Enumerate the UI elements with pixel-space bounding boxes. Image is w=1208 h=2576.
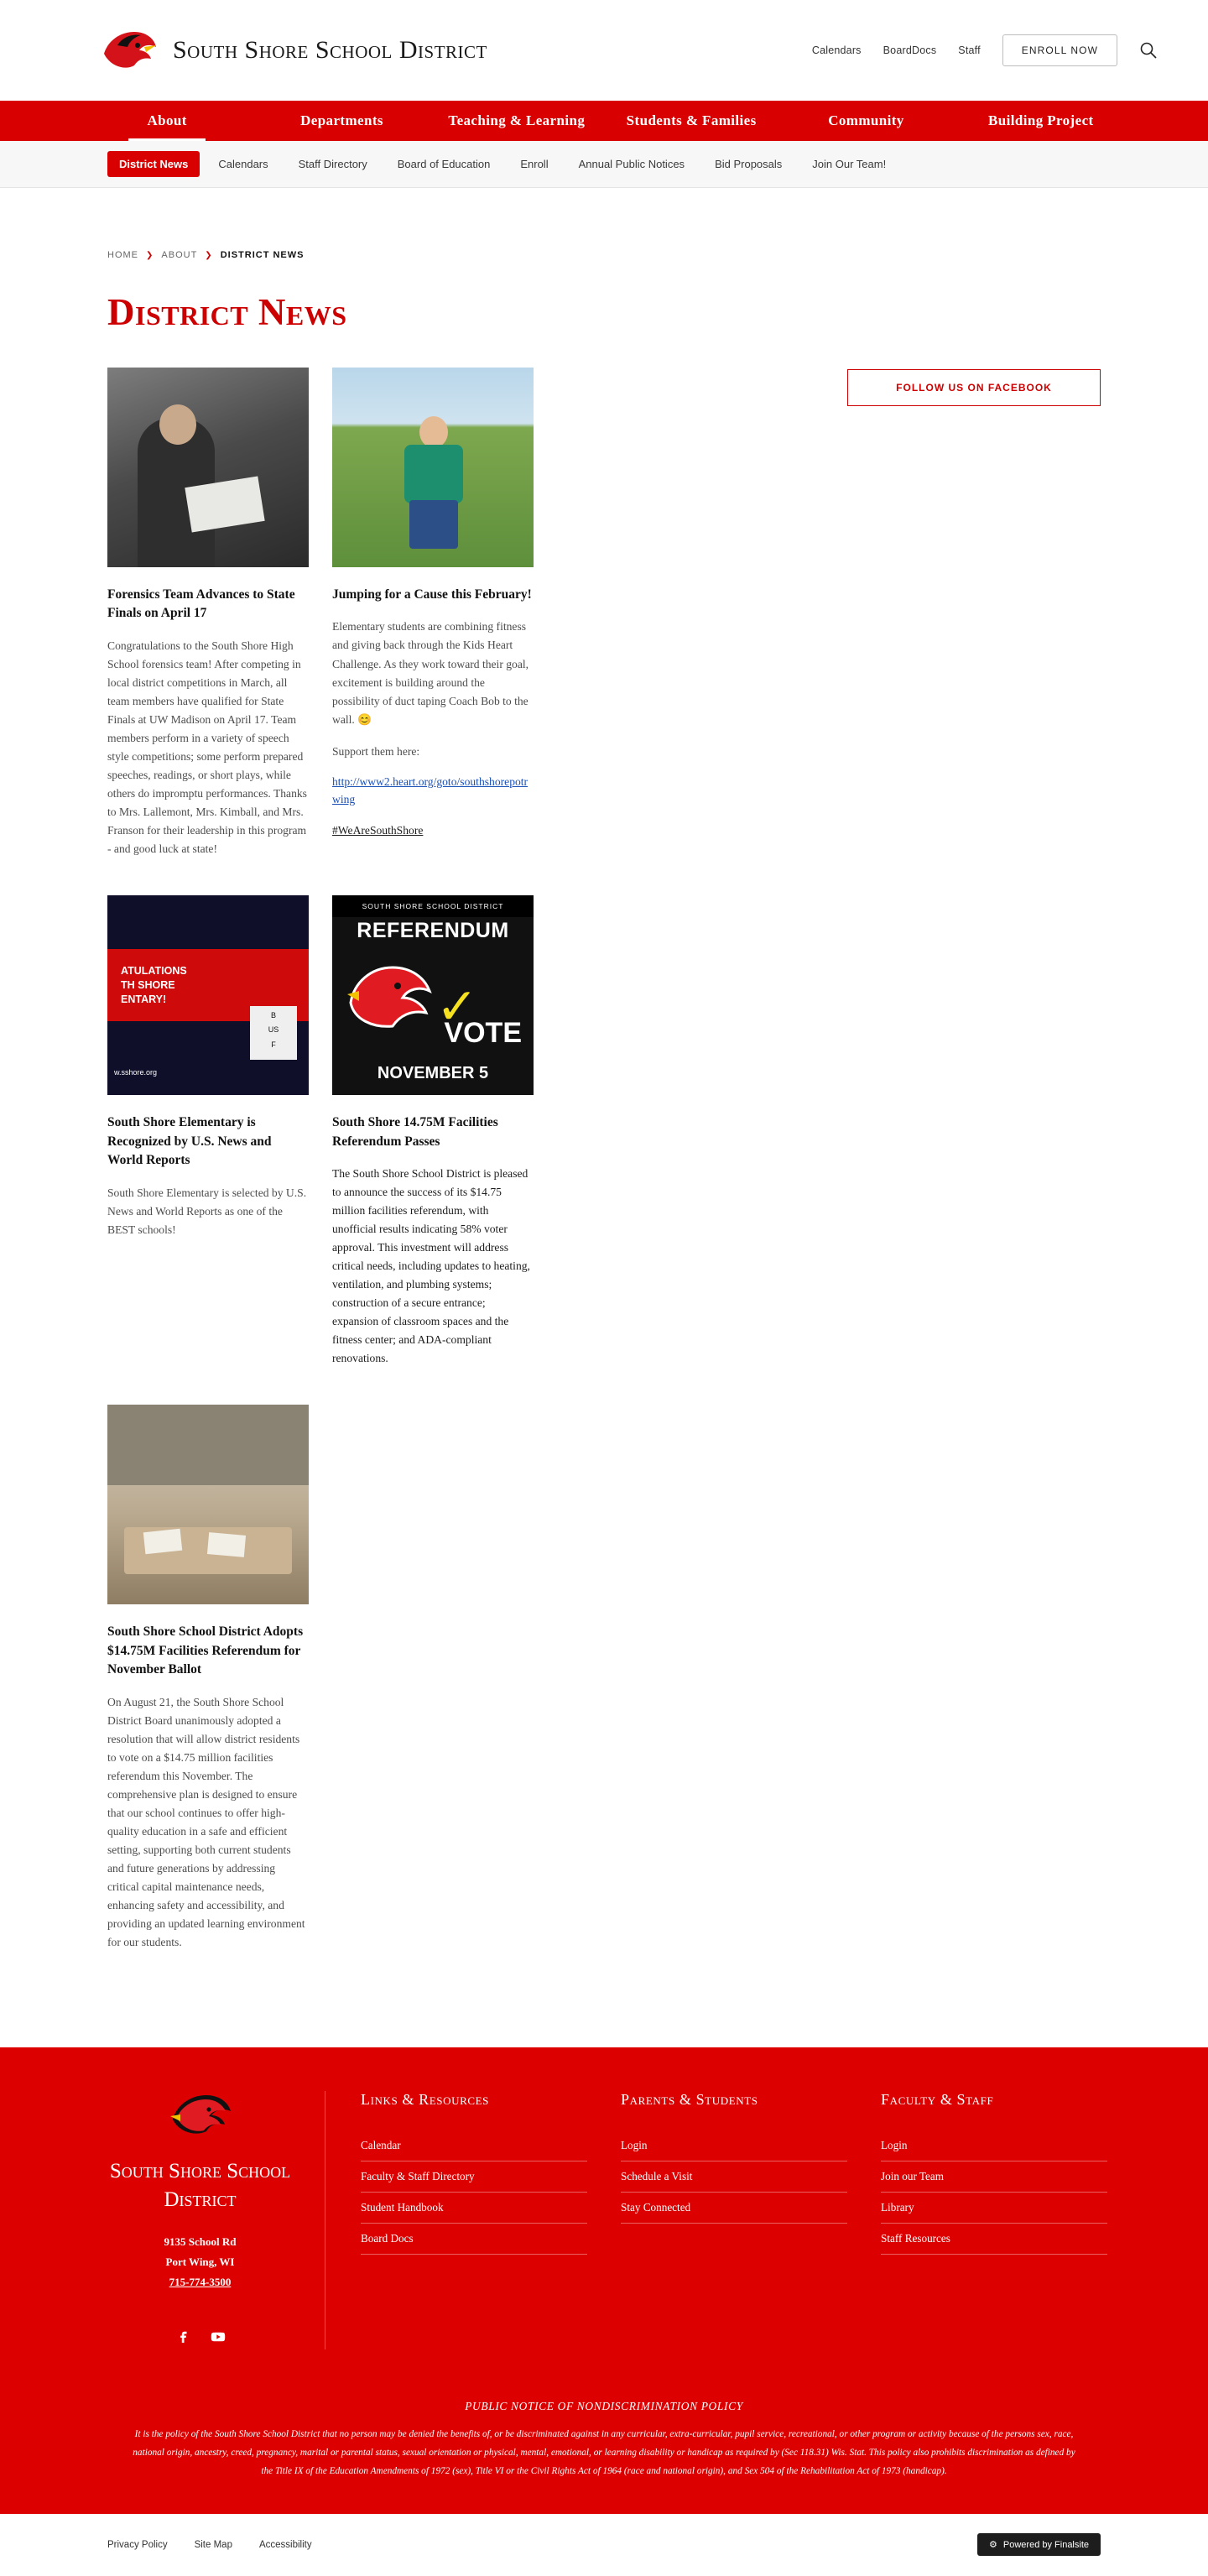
footer-column-heading: Links & Resources: [361, 2090, 489, 2108]
cardinal-logo-icon: [101, 29, 158, 72]
site-footer: [0, 2047, 1208, 2514]
footer-link-schedule-visit[interactable]: Schedule a Visit: [621, 2161, 847, 2193]
powered-by-badge[interactable]: [977, 2533, 1101, 2556]
subnav-item-district-news[interactable]: District News: [107, 151, 200, 177]
footer-column-heading: Faculty & Staff: [881, 2090, 994, 2108]
nav-item-students-families[interactable]: Students & Families: [626, 112, 757, 128]
news-card-body: Elementary students are combining fitness and giving back through the Kids Heart Challenge. As they work toward their goal, excitement is building around the possibility of duct taping Coach Bob to the wall. 😊: [332, 620, 529, 726]
powered-by-label: Powered by Finalsite: [1002, 2539, 1089, 2550]
news-card-jumping[interactable]: [332, 368, 534, 858]
logo-link[interactable]: [101, 29, 487, 72]
breadcrumb-current: DISTRICT NEWS: [220, 250, 305, 260]
notice-title: PUBLIC NOTICE OF NONDISCRIMINATION POLICY: [465, 2399, 743, 2412]
follow-facebook-button[interactable]: FOLLOW US ON FACEBOOK: [847, 369, 1101, 406]
breadcrumb-home[interactable]: HOME: [107, 250, 138, 260]
site-header: [0, 0, 1208, 101]
footer-brand-title: South Shore School District: [109, 2159, 291, 2211]
nondiscrimination-notice: [101, 2400, 1107, 2480]
subnav-item-join-our-team[interactable]: Join Our Team!: [812, 158, 887, 170]
gear-icon: ⚙: [989, 2540, 997, 2551]
footer-column-faculty-staff: [881, 2091, 1107, 2349]
nav-item-building-project[interactable]: Building Project: [988, 112, 1094, 128]
subnav-item-bid-proposals[interactable]: Bid Proposals: [715, 158, 783, 170]
news-card-title: Forensics Team Advances to State Finals on April 17: [107, 587, 295, 621]
subnav-item-annual-public-notices[interactable]: Annual Public Notices: [578, 158, 685, 170]
footer-link-parent-login[interactable]: Login: [621, 2130, 847, 2161]
footer-link-columns: [325, 2091, 1107, 2349]
footer-brand: [101, 2091, 325, 2349]
cardinal-graphic-icon: [346, 957, 440, 1035]
footer-address-line-2: Port Wing, WI: [165, 2255, 235, 2269]
news-card-support-text: Support them here:: [332, 744, 420, 758]
footer-link-stay-connected[interactable]: Stay Connected: [621, 2193, 847, 2224]
footer-privacy-policy[interactable]: Privacy Policy: [107, 2539, 168, 2550]
footer-link-staff-login[interactable]: Login: [881, 2130, 1107, 2161]
news-card-referendum-adopted[interactable]: [107, 1405, 309, 1952]
footer-social-links: [101, 2328, 299, 2349]
breadcrumb: [107, 188, 1101, 260]
nav-item-community[interactable]: Community: [828, 112, 904, 128]
news-card-body: The South Shore School District is pleased to announce the success of its $14.75 million facilities referendum, with unofficial results indicating 58% voter approval. This investment will address critical needs, including updates to heating, ventilation, and plumbing systems; construction of a secure entrance; expansion of classroom spaces and the fitness center; and ADA-compliant renovations.: [332, 1167, 530, 1365]
chevron-right-icon-2: ❯: [205, 250, 213, 260]
footer-link-student-handbook[interactable]: Student Handbook: [361, 2193, 587, 2224]
news-card-body: On August 21, the South Shore School District Board unanimously adopted a resolution that will allow district residents to vote on a $14.75 million facilities referendum this November. The comprehensive plan is designed to ensure that our school continues to offer high-quality education in a safe and efficient setting, supporting both current students and future generations by addressing critical capital maintenance needs, enhancing safety and accessibility, and providing an updated learning environment for our students.: [107, 1695, 305, 1948]
footer-column-links-resources: [361, 2091, 587, 2349]
news-card-elementary-recognition[interactable]: [107, 895, 309, 1368]
facebook-icon[interactable]: [174, 2328, 191, 2349]
forensics-photo[interactable]: [107, 368, 309, 567]
news-card-title: Jumping for a Cause this February!: [332, 587, 532, 602]
nav-item-about[interactable]: About: [80, 101, 254, 141]
badge-line-3: F: [271, 1040, 276, 1049]
graphic-line-2: TH SHORE: [121, 978, 175, 991]
footer-link-board-docs[interactable]: Board Docs: [361, 2224, 587, 2255]
jumping-kid-photo[interactable]: [332, 368, 534, 567]
footer-link-join-our-team[interactable]: Join our Team: [881, 2161, 1107, 2193]
footer-link-calendar[interactable]: Calendar: [361, 2130, 587, 2161]
news-card-title: South Shore School District Adopts $14.75M Facilities Referendum for November Ballot: [107, 1624, 304, 1677]
main-navigation: [0, 101, 1208, 141]
footer-column-parents-students: [621, 2091, 847, 2349]
subnav-item-calendars[interactable]: Calendars: [218, 158, 268, 170]
site-title: South Shore School District: [173, 36, 487, 64]
footer-link-faculty-staff-directory[interactable]: Faculty & Staff Directory: [361, 2161, 587, 2193]
checkmark-icon: ✓: [435, 978, 478, 1035]
badge-line-2: US: [268, 1025, 279, 1035]
classroom-photo[interactable]: [107, 1405, 309, 1604]
sub-navigation: [0, 141, 1208, 188]
news-card-grid: [107, 368, 740, 1989]
footer-bottom-bar: [0, 2514, 1208, 2576]
top-link-calendars[interactable]: Calendars: [811, 44, 862, 56]
graphic-url: w.sshore.org: [114, 1068, 158, 1077]
graphic-date: NOVEMBER 5: [377, 1064, 489, 1083]
footer-column-heading: Parents & Students: [621, 2090, 758, 2108]
breadcrumb-about[interactable]: ABOUT: [161, 250, 198, 260]
search-icon[interactable]: [1139, 41, 1158, 60]
subnav-item-staff-directory[interactable]: Staff Directory: [298, 158, 367, 170]
graphic-badge: [250, 1006, 297, 1060]
footer-link-staff-resources[interactable]: Staff Resources: [881, 2224, 1107, 2255]
top-link-staff[interactable]: Staff: [958, 44, 981, 56]
graphic-line-1: ATULATIONS: [121, 964, 187, 977]
graphic-vote: VOTE: [444, 1017, 522, 1050]
badge-line-1: B: [270, 1011, 276, 1020]
news-card-body: South Shore Elementary is selected by U.S. News and World Reports as one of the BEST schools!: [107, 1186, 307, 1236]
news-card-title: South Shore 14.75M Facilities Referendum Passes: [332, 1115, 498, 1149]
header-utility-nav: [812, 34, 1158, 66]
news-sidebar: [847, 368, 1101, 1989]
youtube-icon[interactable]: [210, 2328, 226, 2349]
footer-link-library[interactable]: Library: [881, 2193, 1107, 2224]
footer-site-map[interactable]: Site Map: [194, 2539, 232, 2550]
graphic-word: REFERENDUM: [357, 919, 509, 943]
news-card-body: Congratulations to the South Shore High School forensics team! After competing in local district competitions in March, all team members have qualified for State Finals at UW Madison on April 17. Team members perform in a variety of speech style competitions; some perform prepared speeches, readings, or short plays, while others do impromptu performances. Thanks to Mrs. Lallemont, Mrs. Kimball, and Mrs. Franson for their leadership in this program - and good luck at state!: [107, 639, 307, 856]
elementary-recognition-graphic[interactable]: [107, 895, 309, 1095]
nav-item-teaching-learning[interactable]: Teaching & Learning: [448, 112, 586, 128]
top-link-boarddocs[interactable]: BoardDocs: [883, 44, 937, 56]
graphic-top-strip: SOUTH SHORE SCHOOL DISTRICT: [332, 895, 534, 917]
news-card-title: South Shore Elementary is Recognized by U.S. News and World Reports: [107, 1115, 272, 1168]
nav-item-departments[interactable]: Departments: [300, 112, 383, 128]
chevron-right-icon: ❯: [146, 250, 154, 260]
footer-address-line-1: 9135 School Rd: [164, 2235, 237, 2249]
graphic-line-3: ENTARY!: [121, 993, 167, 1005]
footer-accessibility[interactable]: Accessibility: [258, 2539, 312, 2550]
news-card-hashtag[interactable]: #WeAreSouthShore: [332, 824, 424, 837]
page-title: District News: [107, 291, 347, 333]
news-card-link[interactable]: http://www2.heart.org/goto/southshorepotrwing: [332, 774, 528, 806]
subnav-item-board-of-education[interactable]: Board of Education: [397, 158, 491, 170]
news-card-forensics[interactable]: [107, 368, 309, 858]
referendum-vote-graphic[interactable]: [332, 895, 534, 1095]
news-card-referendum-passes[interactable]: [332, 895, 534, 1368]
enroll-now-button[interactable]: ENROLL NOW: [1002, 34, 1117, 66]
subnav-item-enroll[interactable]: Enroll: [520, 158, 549, 170]
main-content: [0, 188, 1208, 1989]
footer-phone-link[interactable]: 715-774-3500: [169, 2276, 232, 2289]
notice-body: It is the policy of the South Shore School District that no person may be denied the benefits of, or be discriminated against in any curricular, extra-curricular, pupil service, recreational, or other program or activity because of the persons sex, race, national origin, ancestry, creed, pregnancy, marital or parental status, sexual orientation or physical, mental, emotional, or learning disability or handicap as required by (Sec 118.31) Wis. Stat. This policy also prohibits discrimination as defined by the Title IX of the Education Amendments of 1972 (sex), Title VI or the Civil Rights Act of 1964 (race and national origin), and Sex 504 of the Rehabilitation Act of 1973 (handicap).: [133, 2428, 1075, 2476]
cardinal-logo-footer-icon: [169, 2127, 232, 2141]
